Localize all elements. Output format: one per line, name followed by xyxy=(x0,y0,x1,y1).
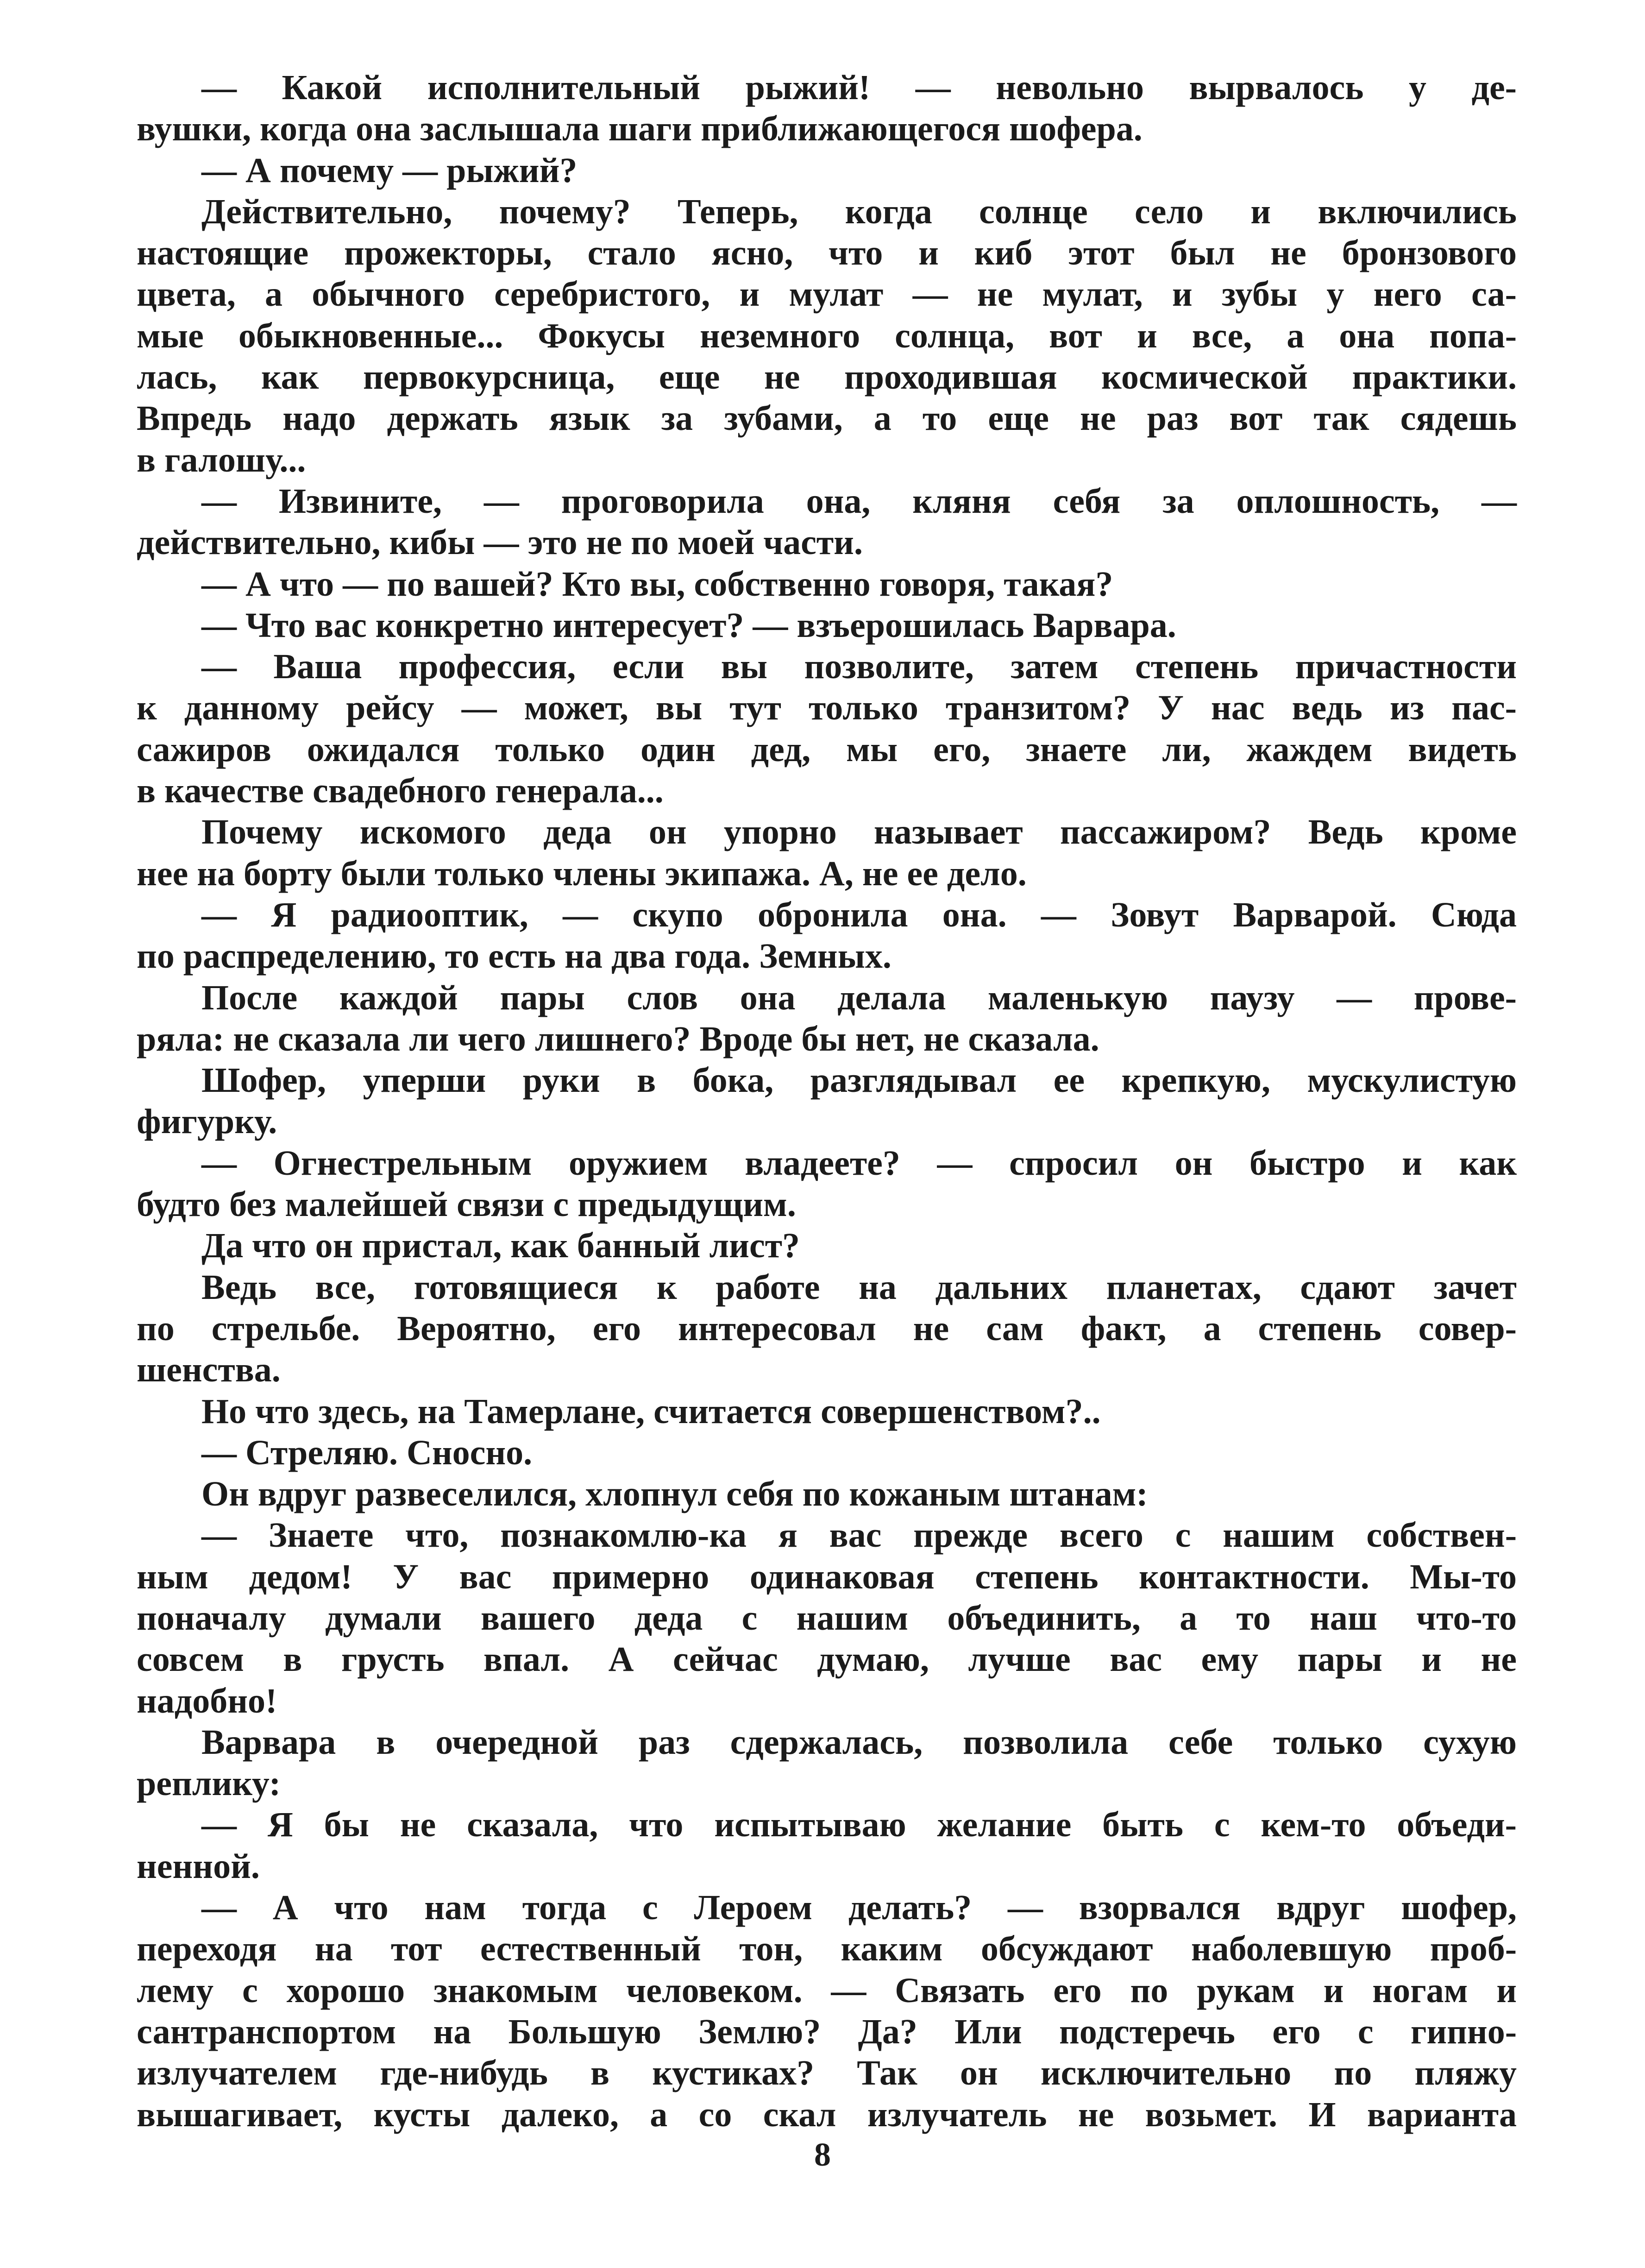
text-line: переходя на тот естественный тон, каким обсуждают наболевшую проб- xyxy=(137,1929,1517,1969)
text-line: Да что он пристал, как банный лист? xyxy=(201,1226,800,1266)
text-line: — Знаете что, познакомлю-ка я вас прежде всего с нашим собствен- xyxy=(201,1516,1517,1555)
text-line: лему с хорошо знакомым человеком. — Связать его по рукам и ногам и xyxy=(137,1971,1517,2010)
text-line: нее на борту были только члены экипажа. А, не ее дело. xyxy=(137,854,1027,893)
text-line: реплику: xyxy=(137,1764,281,1803)
text-line: совсем в грусть впал. А сейчас думаю, лучше вас ему пары и не xyxy=(137,1640,1517,1679)
text-line: — Я бы не сказала, что испытываю желание быть с кем-то объеди- xyxy=(201,1805,1517,1845)
text-line: в галошу... xyxy=(137,440,306,479)
text-line: — А почему — рыжий? xyxy=(201,151,578,190)
text-line: настоящие прожекторы, стало ясно, что и киб этот был не бронзового xyxy=(137,233,1517,273)
text-line: ненной. xyxy=(137,1846,260,1886)
text-line: по распределению, то есть на два года. Земных. xyxy=(137,937,892,976)
text-line: будто без малейшей связи с предыдущим. xyxy=(137,1185,796,1224)
text-line: Действительно, почему? Теперь, когда солнце село и включились xyxy=(201,192,1517,231)
text-line: — Извините, — проговорила она, кляня себя за оплошность, — xyxy=(201,481,1517,521)
text-line: — Какой исполнительный рыжий! — невольно вырвалось у де- xyxy=(201,68,1517,107)
text-line: — А что — по вашей? Кто вы, собственно говоря, такая? xyxy=(201,564,1113,604)
text-line: Он вдруг развеселился, хлопнул себя по кожаным штанам: xyxy=(201,1474,1148,1514)
text-line: Ведь все, готовящиеся к работе на дальних планетах, сдают зачет xyxy=(201,1267,1517,1307)
text-line: фигурку. xyxy=(137,1102,277,1141)
text-line: — А что нам тогда с Лероем делать? — взорвался вдруг шофер, xyxy=(201,1888,1517,1928)
text-line: Но что здесь, на Тамерлане, считается совершенством?.. xyxy=(201,1392,1101,1431)
text-line: — Огнестрельным оружием владеете? — спросил он быстро и как xyxy=(201,1143,1517,1183)
text-line: в качестве свадебного генерала... xyxy=(137,771,664,811)
text-line: ряла: не сказала ли чего лишнего? Вроде бы нет, не сказала. xyxy=(137,1019,1099,1058)
text-line: Впредь надо держать язык за зубами, а то еще не раз вот так сядешь xyxy=(137,399,1517,438)
text-line: к данному рейсу — может, вы тут только транзитом? У нас ведь из пас- xyxy=(137,688,1517,728)
text-line: поначалу думали вашего деда с нашим объединить, а то наш что-то xyxy=(137,1598,1517,1638)
text-line: надобно! xyxy=(137,1681,277,1720)
text-line: лась, как первокурсница, еще не проходившая космической практики. xyxy=(137,358,1517,397)
text-line: ным дедом! У вас примерно одинаковая степень контактности. Мы-то xyxy=(137,1557,1517,1596)
text-line: вышагивает, кусты далеко, а со скал излучатель не возьмет. И варианта xyxy=(137,2095,1517,2134)
text-line: действительно, кибы — это не по моей части. xyxy=(137,523,863,562)
text-line: сажиров ожидался только один дед, мы его, знаете ли, жаждем видеть xyxy=(137,730,1517,769)
text-line: Варвара в очередной раз сдержалась, позволила себе только сухую xyxy=(201,1722,1517,1762)
text-line: — Стреляю. Сносно. xyxy=(201,1433,533,1472)
page-body-text xyxy=(137,67,1517,2136)
text-line: Почему искомого деда он упорно называет пассажиром? Ведь кроме xyxy=(201,813,1517,852)
text-line: шенства. xyxy=(137,1350,281,1390)
text-line: Шофер, уперши руки в бока, разглядывал ее крепкую, мускулистую xyxy=(201,1061,1517,1100)
text-line: по стрельбе. Вероятно, его интересовал не сам факт, а степень совер- xyxy=(137,1309,1517,1348)
text-line: излучателем где-нибудь в кустиках? Так он исключительно по пляжу xyxy=(137,2054,1517,2093)
page-number: 8 xyxy=(814,2136,831,2173)
text-line: — Я радиооптик, — скупо обронила она. — Зовут Варварой. Сюда xyxy=(201,895,1517,934)
text-line: После каждой пары слов она делала маленькую паузу — прове- xyxy=(201,978,1517,1017)
text-line: — Ваша профессия, если вы позволите, затем степень причастности xyxy=(201,647,1517,687)
text-line: сантранспортом на Большую Землю? Да? Или подстеречь его с гипно- xyxy=(137,2012,1517,2051)
text-line: вушки, когда она заслышала шаги приближающегося шофера. xyxy=(137,109,1143,149)
text-line: цвета, а обычного серебристого, и мулат — не мулат, и зубы у него са- xyxy=(137,275,1517,314)
text-line: — Что вас конкретно интересует? — взъерошилась Варвара. xyxy=(201,605,1176,645)
text-line: мые обыкновенные... Фокусы неземного солнца, вот и все, а она попа- xyxy=(137,316,1517,355)
